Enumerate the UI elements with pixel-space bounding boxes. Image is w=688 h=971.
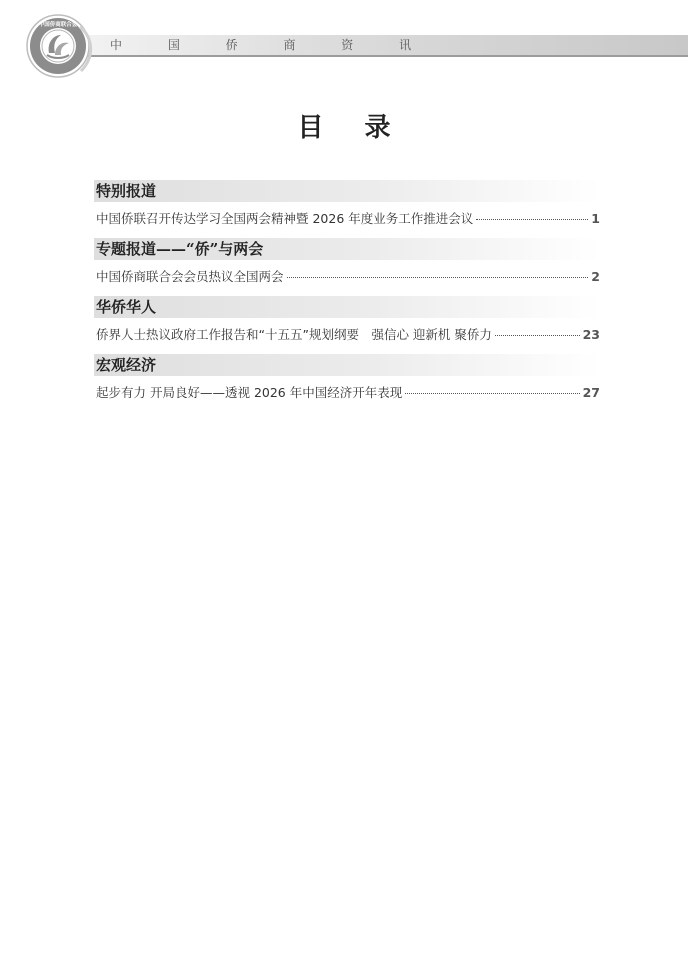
dot-leader [476, 219, 588, 220]
table-of-contents [94, 180, 600, 412]
section-heading: 华侨华人 [94, 296, 600, 318]
entry-title: 中国侨联召开传达学习全国两会精神暨 2026 年度业务工作推进会议 [96, 211, 474, 226]
entry-page: 23 [582, 327, 600, 342]
toc-section [94, 180, 600, 228]
logo-emblem-icon [25, 13, 99, 79]
toc-section [94, 354, 600, 402]
dot-leader [405, 393, 579, 394]
section-heading: 专题报道——“侨”与两会 [94, 238, 600, 260]
toc-entry[interactable] [94, 210, 600, 228]
section-heading: 特别报道 [94, 180, 600, 202]
toc-section [94, 296, 600, 344]
toc-section [94, 238, 600, 286]
toc-entry[interactable] [94, 384, 600, 402]
entry-title: 中国侨商联合会会员热议全国两会 [96, 269, 284, 284]
logo-text: 中国侨商联合会 [38, 22, 78, 28]
section-heading: 宏观经济 [94, 354, 600, 376]
header-title: 中 国 侨 商 资 讯 [110, 38, 433, 52]
entry-title: 侨界人士热议政府工作报告和“十五五”规划纲要 强信心 迎新机 聚侨力 [96, 327, 492, 342]
dot-leader [287, 277, 589, 278]
entry-title: 起步有力 开局良好——透视 2026 年中国经济开年表现 [96, 385, 403, 400]
toc-entry[interactable] [94, 268, 600, 286]
entry-page: 2 [591, 269, 600, 284]
page-title: 目 录 [297, 113, 407, 143]
toc-entry[interactable] [94, 326, 600, 344]
entry-page: 1 [591, 211, 600, 226]
entry-page: 27 [582, 385, 600, 400]
dot-leader [495, 335, 580, 336]
